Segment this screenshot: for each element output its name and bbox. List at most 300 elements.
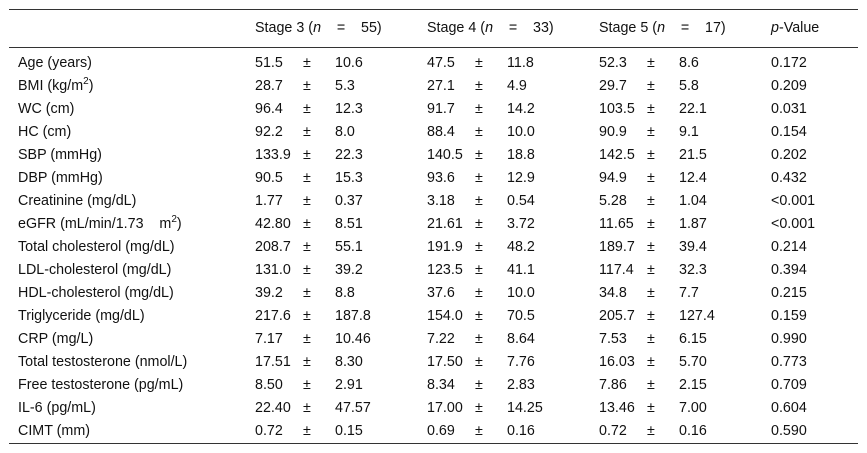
mean-value: 217.6 xyxy=(255,308,291,324)
sd-value: 6.15 xyxy=(679,331,707,347)
plus-minus-sign: ± xyxy=(475,285,483,301)
plus-minus-sign: ± xyxy=(303,239,311,255)
stage-3-value xyxy=(246,167,418,190)
stage-5-value xyxy=(590,259,762,282)
table-row xyxy=(9,236,858,259)
stage-5-value xyxy=(590,328,762,351)
stage-number: 4 xyxy=(468,20,477,36)
row-label-text: eGFR (mL/min/1.73 m xyxy=(18,216,172,232)
mean-value: 94.9 xyxy=(599,170,627,186)
stage-5-value xyxy=(590,167,762,190)
mean-value: 7.22 xyxy=(427,331,455,347)
mean-value: 5.28 xyxy=(599,193,627,209)
p-value: 0.604 xyxy=(771,400,807,416)
mean-value: 93.6 xyxy=(427,170,455,186)
n-symbol: n xyxy=(657,20,666,36)
sd-value: 9.1 xyxy=(679,124,699,140)
plus-minus-sign: ± xyxy=(303,308,311,324)
sd-value: 2.91 xyxy=(335,377,363,393)
stage-3-value xyxy=(246,98,418,121)
sample-count: 55) xyxy=(361,20,382,36)
sd-value: 3.72 xyxy=(507,216,535,232)
plus-minus-sign: ± xyxy=(475,331,483,347)
plus-minus-sign: ± xyxy=(303,285,311,301)
mean-value: 17.51 xyxy=(255,354,291,370)
row-label xyxy=(9,305,246,328)
sd-value: 5.3 xyxy=(335,78,355,94)
mean-value: 8.34 xyxy=(427,377,455,393)
sd-value: 15.3 xyxy=(335,170,363,186)
sd-value: 10.46 xyxy=(335,331,371,347)
p-value: 0.172 xyxy=(771,55,807,71)
plus-minus-sign: ± xyxy=(303,262,311,278)
row-label-text: HC (cm) xyxy=(18,124,72,140)
mean-value: 27.1 xyxy=(427,78,455,94)
stage-4-value xyxy=(418,144,590,167)
row-label xyxy=(9,351,246,374)
stage-4-value xyxy=(418,282,590,305)
plus-minus-sign: ± xyxy=(475,423,483,439)
header-p-value xyxy=(762,10,858,48)
stage-5-value xyxy=(590,420,762,444)
plus-minus-sign: ± xyxy=(303,193,311,209)
stage-prefix: Stage xyxy=(255,20,293,36)
row-label-text: LDL-cholesterol (mg/dL) xyxy=(18,262,172,278)
stage-4-value xyxy=(418,420,590,444)
stage-3-value xyxy=(246,259,418,282)
sd-value: 7.76 xyxy=(507,354,535,370)
plus-minus-sign: ± xyxy=(647,216,655,232)
table-row xyxy=(9,374,858,397)
header-stage-3 xyxy=(246,10,418,48)
plus-minus-sign: ± xyxy=(475,101,483,117)
row-label-text: HDL-cholesterol (mg/dL) xyxy=(18,285,174,301)
mean-value: 123.5 xyxy=(427,262,463,278)
plus-minus-sign: ± xyxy=(303,423,311,439)
mean-value: 92.2 xyxy=(255,124,283,140)
row-label-text: Creatinine (mg/dL) xyxy=(18,193,137,209)
row-label xyxy=(9,236,246,259)
stage-5-value xyxy=(590,351,762,374)
mean-value: 34.8 xyxy=(599,285,627,301)
p-value: 0.590 xyxy=(771,423,807,439)
mean-value: 51.5 xyxy=(255,55,283,71)
sd-value: 0.37 xyxy=(335,193,363,209)
plus-minus-sign: ± xyxy=(647,262,655,278)
row-label xyxy=(9,282,246,305)
header-stage-4 xyxy=(418,10,590,48)
table-row xyxy=(9,75,858,98)
mean-value: 154.0 xyxy=(427,308,463,324)
row-label xyxy=(9,213,246,236)
p-value: 0.154 xyxy=(771,124,807,140)
plus-minus-sign: ± xyxy=(647,308,655,324)
plus-minus-sign: ± xyxy=(647,170,655,186)
row-label-text: DBP (mmHg) xyxy=(18,170,103,186)
row-label xyxy=(9,121,246,144)
sd-value: 0.16 xyxy=(507,423,535,439)
plus-minus-sign: ± xyxy=(475,147,483,163)
header-row xyxy=(9,10,858,48)
mean-value: 140.5 xyxy=(427,147,463,163)
plus-minus-sign: ± xyxy=(475,354,483,370)
plus-minus-sign: ± xyxy=(475,193,483,209)
stage-5-value xyxy=(590,190,762,213)
mean-value: 17.00 xyxy=(427,400,463,416)
plus-minus-sign: ± xyxy=(647,354,655,370)
sd-value: 1.87 xyxy=(679,216,707,232)
stage-prefix: Stage xyxy=(427,20,465,36)
row-label xyxy=(9,374,246,397)
stage-3-value xyxy=(246,213,418,236)
sd-value: 12.4 xyxy=(679,170,707,186)
table-row xyxy=(9,282,858,305)
stage-4-value xyxy=(418,48,590,76)
sd-value: 39.4 xyxy=(679,239,707,255)
row-label xyxy=(9,98,246,121)
equals-sign: = xyxy=(336,20,346,36)
sd-value: 41.1 xyxy=(507,262,535,278)
mean-value: 7.86 xyxy=(599,377,627,393)
header-variable xyxy=(9,10,246,48)
sd-value: 8.0 xyxy=(335,124,355,140)
mean-value: 91.7 xyxy=(427,101,455,117)
mean-value: 88.4 xyxy=(427,124,455,140)
mean-value: 0.72 xyxy=(599,423,627,439)
sd-value: 32.3 xyxy=(679,262,707,278)
sd-value: 0.54 xyxy=(507,193,535,209)
table-header xyxy=(9,10,858,48)
sd-value: 10.0 xyxy=(507,285,535,301)
row-label-text: CIMT (mm) xyxy=(18,423,90,439)
paren-open: ( xyxy=(480,20,486,36)
mean-value: 133.9 xyxy=(255,147,291,163)
stage-3-value xyxy=(246,190,418,213)
sd-value: 12.3 xyxy=(335,101,363,117)
mean-value: 96.4 xyxy=(255,101,283,117)
plus-minus-sign: ± xyxy=(647,285,655,301)
p-value: 0.159 xyxy=(771,308,807,324)
mean-value: 208.7 xyxy=(255,239,291,255)
table-row xyxy=(9,167,858,190)
plus-minus-sign: ± xyxy=(303,377,311,393)
sd-value: 10.6 xyxy=(335,55,363,71)
plus-minus-sign: ± xyxy=(475,55,483,71)
stage-3-value xyxy=(246,420,418,444)
sd-value: 22.3 xyxy=(335,147,363,163)
plus-minus-sign: ± xyxy=(303,78,311,94)
plus-minus-sign: ± xyxy=(475,124,483,140)
row-label xyxy=(9,167,246,190)
mean-value: 13.46 xyxy=(599,400,635,416)
mean-value: 11.65 xyxy=(599,216,634,232)
data-table xyxy=(9,9,858,444)
equals-sign: = xyxy=(508,20,518,36)
stage-5-value xyxy=(590,397,762,420)
plus-minus-sign: ± xyxy=(303,55,311,71)
sd-value: 14.2 xyxy=(507,101,535,117)
row-label-text: Total cholesterol (mg/dL) xyxy=(18,239,175,255)
stage-5-value xyxy=(590,282,762,305)
stage-4-value xyxy=(418,259,590,282)
p-symbol: p xyxy=(771,20,779,36)
row-label-text: BMI (kg/m xyxy=(18,78,84,94)
mean-value: 21.61 xyxy=(427,216,463,232)
superscript: 2 xyxy=(171,214,177,226)
plus-minus-sign: ± xyxy=(475,308,483,324)
sd-value: 187.8 xyxy=(335,308,371,324)
stage-4-value xyxy=(418,121,590,144)
mean-value: 29.7 xyxy=(599,78,627,94)
row-label-end: ) xyxy=(88,78,94,94)
sd-value: 7.00 xyxy=(679,400,707,416)
n-symbol: n xyxy=(485,20,494,36)
stage-3-value xyxy=(246,397,418,420)
mean-value: 131.0 xyxy=(255,262,291,278)
sd-value: 4.9 xyxy=(507,78,527,94)
paren-open: ( xyxy=(652,20,658,36)
mean-value: 189.7 xyxy=(599,239,635,255)
table-row xyxy=(9,48,858,76)
plus-minus-sign: ± xyxy=(647,147,655,163)
row-label xyxy=(9,75,246,98)
sd-value: 127.4 xyxy=(679,308,715,324)
p-value: <0.001 xyxy=(771,193,816,209)
sd-value: 48.2 xyxy=(507,239,535,255)
stage-5-value xyxy=(590,144,762,167)
sd-value: 5.8 xyxy=(679,78,699,94)
stage-number: 3 xyxy=(296,20,305,36)
mean-value: 39.2 xyxy=(255,285,283,301)
sd-value: 8.8 xyxy=(335,285,355,301)
plus-minus-sign: ± xyxy=(303,354,311,370)
stage-5-value xyxy=(590,121,762,144)
equals-sign: = xyxy=(680,20,690,36)
row-label-text: SBP (mmHg) xyxy=(18,147,102,163)
stage-3-value xyxy=(246,282,418,305)
stage-3-value xyxy=(246,48,418,76)
stage-5-value xyxy=(590,374,762,397)
row-label-text: IL-6 (pg/mL) xyxy=(18,400,96,416)
stage-5-value xyxy=(590,213,762,236)
plus-minus-sign: ± xyxy=(303,147,311,163)
stage-4-value xyxy=(418,305,590,328)
mean-value: 7.17 xyxy=(255,331,283,347)
plus-minus-sign: ± xyxy=(647,124,655,140)
table-row xyxy=(9,144,858,167)
stage-4-value xyxy=(418,98,590,121)
p-value: 0.773 xyxy=(771,354,807,370)
row-label xyxy=(9,48,246,76)
p-value: 0.215 xyxy=(771,285,807,301)
plus-minus-sign: ± xyxy=(303,331,311,347)
mean-value: 52.3 xyxy=(599,55,627,71)
sd-value: 7.7 xyxy=(679,285,699,301)
sd-value: 39.2 xyxy=(335,262,363,278)
stage-5-value xyxy=(590,236,762,259)
row-label xyxy=(9,190,246,213)
row-label xyxy=(9,144,246,167)
plus-minus-sign: ± xyxy=(475,262,483,278)
sd-value: 55.1 xyxy=(335,239,363,255)
mean-value: 47.5 xyxy=(427,55,455,71)
mean-value: 8.50 xyxy=(255,377,283,393)
stage-3-value xyxy=(246,144,418,167)
sd-value: 0.16 xyxy=(679,423,707,439)
plus-minus-sign: ± xyxy=(647,78,655,94)
plus-minus-sign: ± xyxy=(475,377,483,393)
p-value: <0.001 xyxy=(771,216,816,232)
stage-4-value xyxy=(418,75,590,98)
p-value-suffix: -Value xyxy=(778,20,820,36)
table-row xyxy=(9,328,858,351)
stage-4-value xyxy=(418,397,590,420)
table-row xyxy=(9,397,858,420)
table-row xyxy=(9,420,858,444)
mean-value: 142.5 xyxy=(599,147,635,163)
plus-minus-sign: ± xyxy=(647,400,655,416)
sd-value: 1.04 xyxy=(679,193,707,209)
plus-minus-sign: ± xyxy=(475,78,483,94)
row-label-text: Total testosterone (nmol/L) xyxy=(18,354,188,370)
sample-count: 17) xyxy=(705,20,726,36)
plus-minus-sign: ± xyxy=(303,170,311,186)
mean-value: 7.53 xyxy=(599,331,627,347)
plus-minus-sign: ± xyxy=(475,239,483,255)
mean-value: 103.5 xyxy=(599,101,635,117)
stage-5-value xyxy=(590,75,762,98)
sd-value: 22.1 xyxy=(679,101,707,117)
p-value: 0.209 xyxy=(771,78,807,94)
sd-value: 2.15 xyxy=(679,377,707,393)
sd-value: 12.9 xyxy=(507,170,535,186)
sd-value: 8.64 xyxy=(507,331,535,347)
plus-minus-sign: ± xyxy=(647,193,655,209)
stage-5-value xyxy=(590,48,762,76)
row-label-text: Triglyceride (mg/dL) xyxy=(18,308,145,324)
sd-value: 14.25 xyxy=(507,400,543,416)
mean-value: 28.7 xyxy=(255,78,283,94)
sd-value: 47.57 xyxy=(335,400,371,416)
stage-3-value xyxy=(246,328,418,351)
row-label xyxy=(9,420,246,444)
table-row xyxy=(9,259,858,282)
mean-value: 0.69 xyxy=(427,423,455,439)
stage-4-value xyxy=(418,351,590,374)
stage-3-value xyxy=(246,121,418,144)
plus-minus-sign: ± xyxy=(647,55,655,71)
mean-value: 90.9 xyxy=(599,124,627,140)
mean-value: 22.40 xyxy=(255,400,291,416)
row-label-text: Free testosterone (pg/mL) xyxy=(18,377,184,393)
plus-minus-sign: ± xyxy=(647,377,655,393)
sd-value: 8.6 xyxy=(679,55,699,71)
stage-4-value xyxy=(418,374,590,397)
sd-value: 10.0 xyxy=(507,124,535,140)
plus-minus-sign: ± xyxy=(647,423,655,439)
p-value: 0.709 xyxy=(771,377,807,393)
mean-value: 205.7 xyxy=(599,308,635,324)
sd-value: 5.70 xyxy=(679,354,707,370)
table-row xyxy=(9,213,858,236)
row-label-text: Age (years) xyxy=(18,55,92,71)
plus-minus-sign: ± xyxy=(303,216,311,232)
sd-value: 8.51 xyxy=(335,216,363,232)
stage-number: 5 xyxy=(640,20,649,36)
mean-value: 17.50 xyxy=(427,354,463,370)
plus-minus-sign: ± xyxy=(647,331,655,347)
plus-minus-sign: ± xyxy=(475,170,483,186)
paren-open: ( xyxy=(308,20,314,36)
superscript: 2 xyxy=(83,76,89,88)
plus-minus-sign: ± xyxy=(647,101,655,117)
p-value: 0.202 xyxy=(771,147,807,163)
stage-3-value xyxy=(246,305,418,328)
stage-3-value xyxy=(246,236,418,259)
p-value: 0.394 xyxy=(771,262,807,278)
stage-5-value xyxy=(590,98,762,121)
mean-value: 16.03 xyxy=(599,354,635,370)
stage-3-value xyxy=(246,374,418,397)
sd-value: 18.8 xyxy=(507,147,535,163)
sd-value: 8.30 xyxy=(335,354,363,370)
table-body xyxy=(9,48,858,444)
mean-value: 37.6 xyxy=(427,285,455,301)
stage-4-value xyxy=(418,190,590,213)
sd-value: 11.8 xyxy=(507,55,534,71)
plus-minus-sign: ± xyxy=(647,239,655,255)
mean-value: 90.5 xyxy=(255,170,283,186)
table-row xyxy=(9,305,858,328)
table-row xyxy=(9,98,858,121)
plus-minus-sign: ± xyxy=(303,101,311,117)
p-value: 0.990 xyxy=(771,331,807,347)
p-value: 0.031 xyxy=(771,101,807,117)
sample-count: 33) xyxy=(533,20,554,36)
table-row xyxy=(9,190,858,213)
sd-value: 70.5 xyxy=(507,308,535,324)
stage-4-value xyxy=(418,167,590,190)
table-row xyxy=(9,351,858,374)
row-label-text: CRP (mg/L) xyxy=(18,331,94,347)
mean-value: 191.9 xyxy=(427,239,463,255)
table-row xyxy=(9,121,858,144)
row-label xyxy=(9,397,246,420)
mean-value: 42.80 xyxy=(255,216,291,232)
mean-value: 117.4 xyxy=(599,262,634,278)
mean-value: 0.72 xyxy=(255,423,283,439)
plus-minus-sign: ± xyxy=(303,400,311,416)
row-label-text: WC (cm) xyxy=(18,101,75,117)
stage-3-value xyxy=(246,351,418,374)
p-value: 0.432 xyxy=(771,170,807,186)
stage-5-value xyxy=(590,305,762,328)
stage-3-value xyxy=(246,75,418,98)
stage-4-value xyxy=(418,328,590,351)
stage-4-value xyxy=(418,236,590,259)
mean-value: 3.18 xyxy=(427,193,455,209)
plus-minus-sign: ± xyxy=(475,216,483,232)
mean-value: 1.77 xyxy=(255,193,283,209)
stage-4-value xyxy=(418,213,590,236)
plus-minus-sign: ± xyxy=(303,124,311,140)
header-stage-5 xyxy=(590,10,762,48)
sd-value: 0.15 xyxy=(335,423,363,439)
stage-prefix: Stage xyxy=(599,20,637,36)
sd-value: 2.83 xyxy=(507,377,535,393)
n-symbol: n xyxy=(313,20,322,36)
sd-value: 21.5 xyxy=(679,147,707,163)
